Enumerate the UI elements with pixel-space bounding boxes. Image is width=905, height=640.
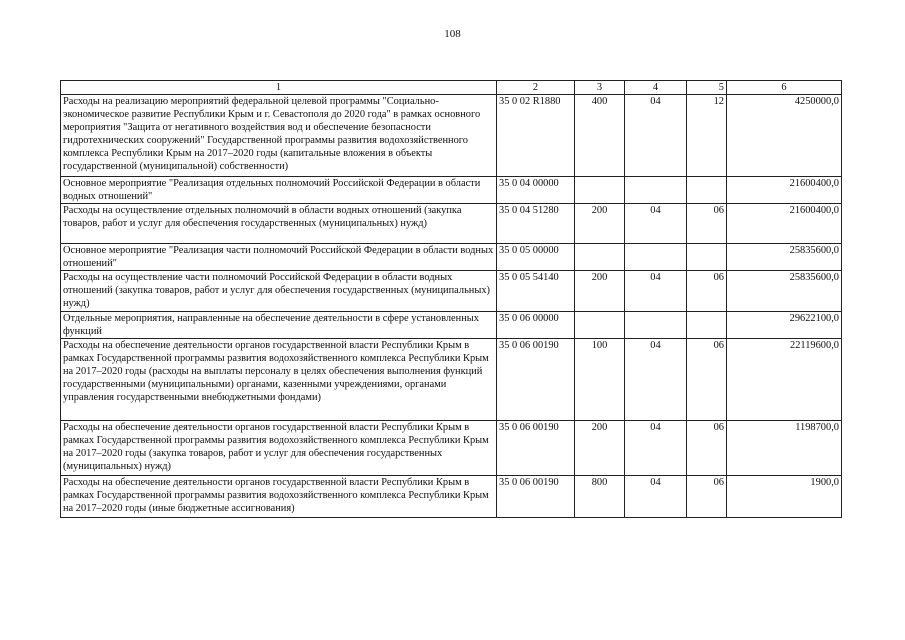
- row-amount: 4250000,0: [739, 95, 842, 177]
- row-blank: [727, 177, 739, 204]
- header-col-5: 5: [687, 81, 727, 95]
- row-blank: [727, 244, 739, 271]
- table-row: [61, 244, 842, 271]
- row-vr: [575, 177, 625, 204]
- row-pr: 06: [687, 271, 727, 312]
- row-blank: [727, 339, 739, 421]
- row-csr: 35 0 05 54140: [497, 271, 575, 312]
- row-vr: 200: [575, 421, 625, 476]
- row-csr: 35 0 06 00190: [497, 421, 575, 476]
- row-rz: [625, 244, 687, 271]
- row-pr: 06: [687, 476, 727, 518]
- header-col-4: 4: [625, 81, 687, 95]
- table-row: [61, 476, 842, 518]
- row-csr: 35 0 06 00000: [497, 312, 575, 339]
- row-pr: 12: [687, 95, 727, 177]
- row-blank: [727, 312, 739, 339]
- row-name: Расходы на осуществление отдельных полномочий в области водных отношений (закупка товаров, работ и услуг для обеспечения государственных (муниципальных) нужд): [61, 204, 497, 244]
- header-col-2: 2: [497, 81, 575, 95]
- row-vr: [575, 312, 625, 339]
- row-name: Расходы на реализацию мероприятий федеральной целевой программы "Социально-экономическое развитие Республики Крым и г. Севастополя до 2020 года" в рамках основного мероприятия "Защита от негативного воздействия вод и обеспечение безопасности гидротехнических сооружений" Государственной программы развития водохозяйственного комплекса Республики Крым на 2017–2020 годы (капитальные вложения в объекты государственной (муниципальной) собственности): [61, 95, 497, 177]
- row-vr: 200: [575, 271, 625, 312]
- row-pr: 06: [687, 421, 727, 476]
- row-rz: 04: [625, 204, 687, 244]
- row-blank: [727, 476, 739, 518]
- header-col-1: 1: [61, 81, 497, 95]
- row-amount: 22119600,0: [739, 339, 842, 421]
- row-csr: 35 0 02 R1880: [497, 95, 575, 177]
- row-blank: [727, 204, 739, 244]
- row-amount: 29622100,0: [739, 312, 842, 339]
- table-row: [61, 312, 842, 339]
- row-rz: 04: [625, 271, 687, 312]
- table-row: [61, 271, 842, 312]
- row-amount: 25835600,0: [739, 271, 842, 312]
- row-amount: 21600400,0: [739, 177, 842, 204]
- row-name: Расходы на обеспечение деятельности органов государственной власти Республики Крым в рамках Государственной программы развития водохозяйственного комплекса Республики Крым на 2017–2020 годы (расходы на выплаты персоналу в целях обеспечения выполнения функций государственными (муниципальными) органами, казенными учреждениями, органами управления государственными внебюджетными фондами): [61, 339, 497, 421]
- row-vr: 400: [575, 95, 625, 177]
- row-name: Расходы на обеспечение деятельности органов государственной власти Республики Крым в рамках Государственной программы развития водохозяйственного комплекса Республики Крым на 2017–2020 годы (иные бюджетные ассигнования): [61, 476, 497, 518]
- row-pr: [687, 244, 727, 271]
- page-number: 108: [444, 28, 461, 40]
- row-blank: [727, 271, 739, 312]
- row-csr: 35 0 04 00000: [497, 177, 575, 204]
- table-row: [61, 177, 842, 204]
- row-name: Отдельные мероприятия, направленные на обеспечение деятельности в сфере установленных функций: [61, 312, 497, 339]
- row-rz: [625, 312, 687, 339]
- row-name: Основное мероприятие "Реализация отдельных полномочий Российской Федерации в области водных отношений": [61, 177, 497, 204]
- row-csr: 35 0 05 00000: [497, 244, 575, 271]
- row-vr: 100: [575, 339, 625, 421]
- table-row: [61, 95, 842, 177]
- row-pr: 06: [687, 204, 727, 244]
- row-name: Расходы на обеспечение деятельности органов государственной власти Республики Крым в рамках Государственной программы развития водохозяйственного комплекса Республики Крым на 2017–2020 годы (закупка товаров, работ и услуг для обеспечения государственных (муниципальных) нужд): [61, 421, 497, 476]
- row-blank: [727, 421, 739, 476]
- row-amount: 1900,0: [739, 476, 842, 518]
- header-col-6: 6: [727, 81, 842, 95]
- row-rz: 04: [625, 95, 687, 177]
- row-vr: [575, 244, 625, 271]
- row-vr: 800: [575, 476, 625, 518]
- row-blank: [727, 95, 739, 177]
- row-pr: [687, 312, 727, 339]
- row-amount: 21600400,0: [739, 204, 842, 244]
- row-rz: 04: [625, 476, 687, 518]
- row-csr: 35 0 04 51280: [497, 204, 575, 244]
- row-rz: 04: [625, 421, 687, 476]
- row-csr: 35 0 06 00190: [497, 476, 575, 518]
- row-rz: 04: [625, 339, 687, 421]
- table-row: [61, 204, 842, 244]
- table-row: [61, 339, 842, 421]
- row-pr: 06: [687, 339, 727, 421]
- header-row: [61, 81, 842, 95]
- row-name: Основное мероприятие "Реализация части полномочий Российской Федерации в области водных отношений": [61, 244, 497, 271]
- row-csr: 35 0 06 00190: [497, 339, 575, 421]
- header-col-3: 3: [575, 81, 625, 95]
- row-name: Расходы на осуществление части полномочий Российской Федерации в области водных отношений (закупка товаров, работ и услуг для обеспечения государственных (муниципальных) нужд): [61, 271, 497, 312]
- row-pr: [687, 177, 727, 204]
- row-rz: [625, 177, 687, 204]
- budget-table: [60, 80, 842, 518]
- table-row: [61, 421, 842, 476]
- row-amount: 1198700,0: [739, 421, 842, 476]
- row-amount: 25835600,0: [739, 244, 842, 271]
- row-vr: 200: [575, 204, 625, 244]
